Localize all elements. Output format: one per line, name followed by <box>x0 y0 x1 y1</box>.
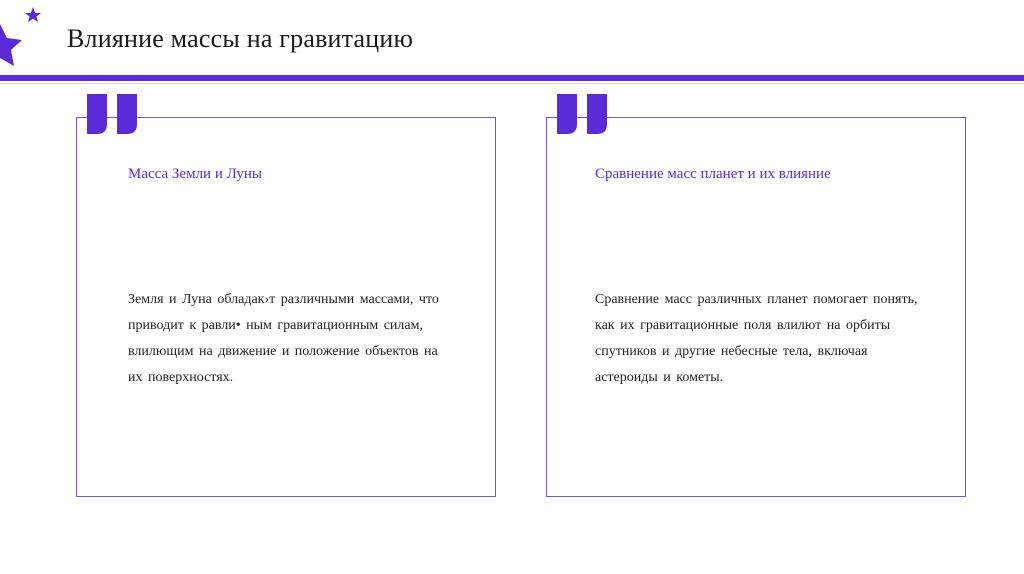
page-title: Влияние массы на гравитацию <box>67 24 414 53</box>
header-divider-thin <box>0 83 1024 84</box>
header-divider <box>0 75 1024 81</box>
card-earth-moon <box>76 117 496 497</box>
card-heading: Сравнение масс планет и их влияние <box>595 166 831 182</box>
star-decoration-icon <box>0 0 48 72</box>
card-heading: Масса Земли и Луны <box>128 166 263 182</box>
card-text: Земля и Луна обладак›т различными массами, что приводит к равли• ным гравитационным силам, влилющим на движение и положение объектов на их поверхностях. <box>128 292 439 385</box>
card-text: Сравнение масс различных планет помогает понять, как их гравитационные поля влилют на орбиты спутников и другие небесные тела, включая астероиды и кометы. <box>595 292 918 385</box>
quote-mark-icon <box>555 94 611 134</box>
quote-mark-icon <box>85 94 141 134</box>
card-planet-comparison <box>546 117 966 497</box>
